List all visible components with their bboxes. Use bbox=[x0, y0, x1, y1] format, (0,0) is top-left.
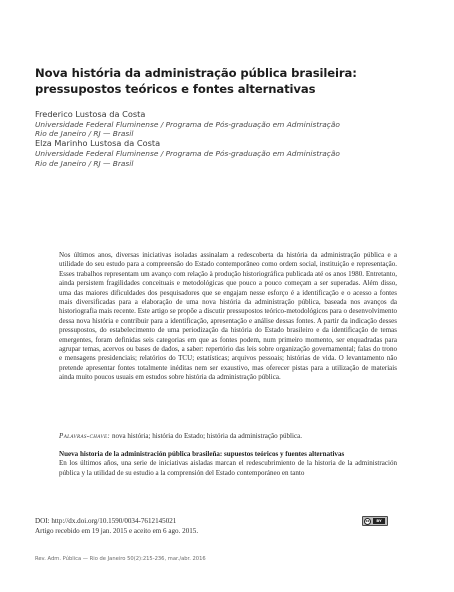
spanish-abstract bbox=[59, 450, 397, 478]
doi-link[interactable]: DOI: http://dx.doi.org/10.1590/0034-7612145021 bbox=[35, 517, 177, 525]
spanish-abstract-title: Nueva historia de la administración pública brasileña: supuestos teóricos y fuentes alternativas bbox=[59, 450, 345, 458]
cc-by-license-icon[interactable] bbox=[362, 516, 388, 526]
submission-dates: Artigo recebido em 19 jan. 2015 e aceito em 6 ago. 2015. bbox=[35, 526, 199, 535]
author-block bbox=[35, 139, 425, 168]
keywords-label: Palavras-chave: bbox=[59, 432, 111, 440]
keywords-text: nova história; história do Estado; história da administração pública. bbox=[111, 432, 302, 440]
abstract bbox=[59, 251, 397, 383]
keywords bbox=[59, 432, 397, 441]
author-location: Rio de Janeiro / RJ — Brasil bbox=[35, 158, 134, 168]
author-affiliation: Universidade Federal Fluminense / Programa de Pós-graduação em Administração bbox=[35, 119, 340, 129]
by-icon: BY bbox=[373, 518, 385, 524]
author-list bbox=[35, 110, 425, 168]
cc-icon: cc bbox=[365, 519, 370, 523]
author-block bbox=[35, 110, 425, 139]
journal-footer: Rev. Adm. Pública — Rio de Janeiro 50(2):215-236, mar./abr. 2016 bbox=[35, 556, 206, 562]
article-title: Nova história da administração pública brasileira: pressupostos teóricos e fontes alternativas bbox=[35, 66, 357, 96]
author-name: Elza Marinho Lustosa da Costa bbox=[35, 138, 161, 149]
spanish-abstract-text: En los últimos años, una serie de iniciativas aisladas marcan el redescubrimiento de la historia de la administración pública y la utilidad de su estudio a la comprensión del Estado contemporáneo en tanto bbox=[59, 459, 397, 477]
author-affiliation: Universidade Federal Fluminense / Programa de Pós-graduação em Administração bbox=[35, 148, 340, 158]
author-name: Frederico Lustosa da Costa bbox=[35, 109, 146, 119]
abstract-text: Nos últimos anos, diversas iniciativas isoladas assinalam a redescoberta da história da administração pública e a utilidade do seu estudo para a compreensão do Estado contemporâneo como ordem social, instituição e representação. Esses trabalhos representam um avanço com relação à produção historiográfica publicada até os anos 1980. Entretanto, ainda persistem fragilidades conceituais e metodológicas que pouco a pouco começam a ser superadas. Além disso, uma das maiores dificuldades dos pesquisadores que se engajam nesse esforço é a identificação e o acesso a fontes mais diversificadas para a elaboração de uma nova história da administração pública, baseada nos avanços da historiografia mais recente. Este artigo se propõe a discutir pressupostos teórico-metodológicos para o desenvolvimento dessa nova história e contribuir para a identificação, apresentação e análise dessas fontes. A partir da indicação desses pressupostos, do estabelecimento de uma periodização da história do Estado brasileiro e da identificação de temas emergentes, foram definidas seis categorias em que as fontes podem, num primeiro momento, ser enquadradas para agrupar temas, acervos ou bases de dados, a saber: repertório das leis sobre organização governamental; falas do trono e mensagens presidenciais; relatórios do TCU; estatísticas; arquivos pessoais; histórias de vida. O levantamento não pretende apresentar fontes totalmente inéditas nem ser exaustivo, mas oferecer pistas para a utilização de materiais ainda muito poucos usuais em estudos sobre história da administração pública. bbox=[59, 251, 397, 382]
article-metadata bbox=[35, 517, 335, 536]
author-location: Rio de Janeiro / RJ — Brasil bbox=[35, 129, 134, 139]
